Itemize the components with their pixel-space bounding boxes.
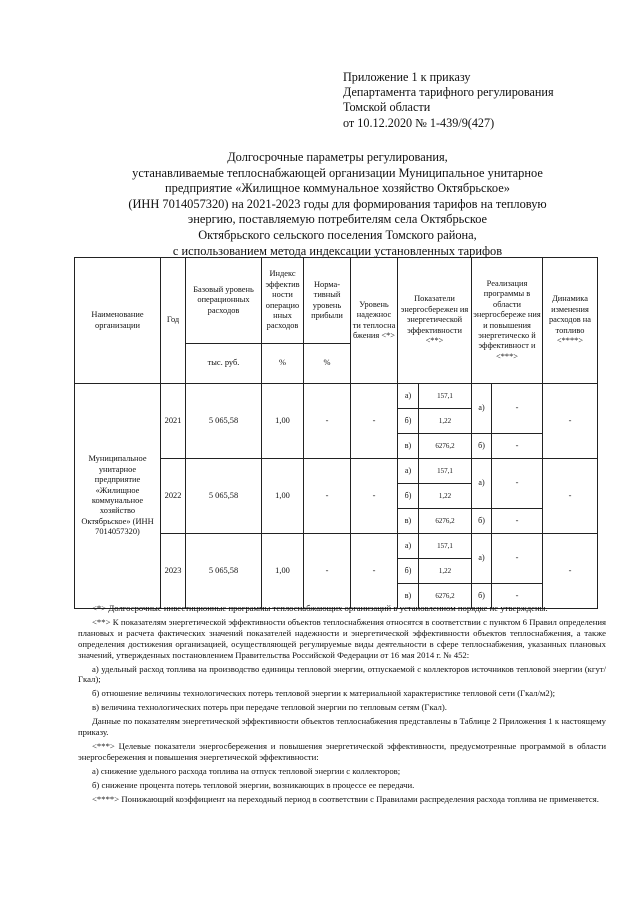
program-value: - <box>492 434 543 459</box>
footnote: в) величина технологических потерь при передаче тепловой энергии по тепловым сетям (Гкал). <box>92 702 447 713</box>
header-reliability: Уровень надежнос ти теплосна бжения <*> <box>351 258 398 384</box>
appendix-line: Приложение 1 к приказу <box>343 70 471 84</box>
year-cell: 2021 <box>161 384 186 459</box>
header-year: Год <box>161 258 186 384</box>
title-line: Октябрьского сельского поселения Томского района, <box>198 227 477 242</box>
appendix-line: от 10.12.2020 № 1-439/9(427) <box>343 115 495 130</box>
title-line: Долгосрочные параметры регулирования, <box>227 150 448 164</box>
title-line: (ИНН 7014057320) на 2021-2023 годы для формирования тарифов на тепловую <box>128 196 547 211</box>
appendix-header <box>343 70 603 131</box>
index-cell: 1,00 <box>262 459 304 534</box>
unit-base: тыс. руб. <box>186 344 262 384</box>
efficiency-value: 6276,2 <box>419 509 472 534</box>
dynamics-cell: - <box>543 384 598 459</box>
efficiency-value: 6276,2 <box>419 434 472 459</box>
efficiency-value: 1,22 <box>419 559 472 584</box>
program-value: - <box>492 584 543 609</box>
footnote: а) удельный расход топлива на производство единицы тепловой энергии, отпускаемой с коллекторов источников тепловой энергии (кгут/Гкал); <box>78 663 606 685</box>
document-title <box>60 150 615 259</box>
program-value: - <box>492 509 543 534</box>
header-row <box>75 258 598 344</box>
header-program: Реализация программы в области энергосбереже ния и повышения энергетическо й эффективност и <***> <box>472 258 543 384</box>
program-letter: б) <box>472 434 492 459</box>
unit-index: % <box>262 344 304 384</box>
efficiency-letter: б) <box>398 484 419 509</box>
program-letter: а) <box>472 384 492 434</box>
year-cell: 2023 <box>161 534 186 609</box>
footnote: <*> Долгосрочные инвестиционные программы теплоснабжающих организаций в установленном порядке не утверждены. <box>92 603 548 613</box>
efficiency-letter: а) <box>398 384 419 409</box>
efficiency-value: 157,1 <box>419 384 472 409</box>
index-cell: 1,00 <box>262 384 304 459</box>
header-base: Базовый уровень операционных расходов <box>186 258 262 344</box>
program-value: - <box>492 534 543 584</box>
title-line: энергию, поставляемую потребителям села Октябрьское <box>187 212 488 227</box>
efficiency-letter: в) <box>398 584 419 609</box>
efficiency-value: 1,22 <box>419 409 472 434</box>
program-value: - <box>492 384 543 434</box>
footnote: б) отношение величины технологических потерь тепловой энергии к материальной характеристике тепловой сети (Гкал/м2); <box>92 688 556 699</box>
title-line: устанавливаемые теплоснабжающей организации Муниципальное унитарное <box>132 165 543 180</box>
footnote: <**> К показателям энергетической эффективности объектов теплоснабжения относятся в соответствии с пунктом 6 Правил определения плановых и расчета фактических значений показателей надежности и энергетической эффективности объектов теплоснабжения, а также определения достижения организацией, осуществляющей регулируемые виды деятельности в сфере теплоснабжения, указанных плановых значений, утвержденных постановлением Правительства Российской Федерации от 16 мая 2014 г. № 452: <box>78 616 606 660</box>
base-cost-cell: 5 065,58 <box>186 534 262 609</box>
footnote: а) снижение удельного расхода топлива на отпуск тепловой энергии с коллекторов; <box>92 765 401 776</box>
efficiency-letter: а) <box>398 534 419 559</box>
efficiency-letter: в) <box>398 509 419 534</box>
index-cell: 1,00 <box>262 534 304 609</box>
dynamics-cell: - <box>543 459 598 534</box>
appendix-line: Томской области <box>343 100 431 115</box>
program-value: - <box>492 459 543 509</box>
header-efficiency: Показатели энергосбережен ия энергетической эффективности <**> <box>398 258 472 384</box>
year-cell: 2022 <box>161 459 186 534</box>
footnote: <***> Целевые показатели энергосбережения и повышения энергетической эффективности, предусмотренные программой в области энергосбережения и повышения энергетической эффективности: <box>78 740 606 762</box>
reliability-cell: - <box>351 384 398 459</box>
program-letter: б) <box>472 584 492 609</box>
unit-profit: % <box>304 344 351 384</box>
efficiency-value: 1,22 <box>419 484 472 509</box>
program-letter: а) <box>472 534 492 584</box>
table-body <box>75 258 598 609</box>
base-cost-cell: 5 065,58 <box>186 384 262 459</box>
profit-cell: - <box>304 459 351 534</box>
dynamics-cell: - <box>543 534 598 609</box>
efficiency-value: 157,1 <box>419 459 472 484</box>
header-index: Индекс эффектив ности операцио нных расходов <box>262 258 304 344</box>
footnote: <****> Понижающий коэффициент на переходный период в соответствии с Правилами распределения расхода топлива не применяется. <box>92 793 599 804</box>
header-profit: Норма-тивный уровень прибыли <box>304 258 351 344</box>
header-dynamics: Динамика изменения расходов на топливо <****> <box>543 258 598 384</box>
efficiency-letter: в) <box>398 434 419 459</box>
appendix-line: Департамента тарифного регулирования <box>343 85 554 100</box>
profit-cell: - <box>304 384 351 459</box>
footnotes <box>78 603 606 808</box>
header-org: Наименование организации <box>75 258 161 384</box>
footnote: б) снижение процента потерь тепловой энергии, возникающих в процессе ее передачи. <box>92 779 415 790</box>
base-cost-cell: 5 065,58 <box>186 459 262 534</box>
program-letter: б) <box>472 509 492 534</box>
footnote: Данные по показателям энергетической эффективности объектов теплоснабжения представлены в Таблице 2 Приложения 1 к настоящему приказу. <box>78 716 606 738</box>
reliability-cell: - <box>351 534 398 609</box>
efficiency-letter: а) <box>398 459 419 484</box>
program-letter: а) <box>472 459 492 509</box>
org-name-cell: Муниципальное унитарное предприятие «Жилищное коммунальное хозяйство Октябрьское» (ИНН 7014057320) <box>75 384 161 609</box>
parameters-table <box>74 257 598 609</box>
title-line: с использованием метода индексации установленных тарифов <box>172 243 503 258</box>
efficiency-letter: б) <box>398 409 419 434</box>
efficiency-value: 157,1 <box>419 534 472 559</box>
reliability-cell: - <box>351 459 398 534</box>
table-row <box>75 384 598 409</box>
profit-cell: - <box>304 534 351 609</box>
title-line: предприятие «Жилищное коммунальное хозяйство Октябрьское» <box>165 181 510 196</box>
efficiency-letter: б) <box>398 559 419 584</box>
efficiency-value: 6276,2 <box>419 584 472 609</box>
